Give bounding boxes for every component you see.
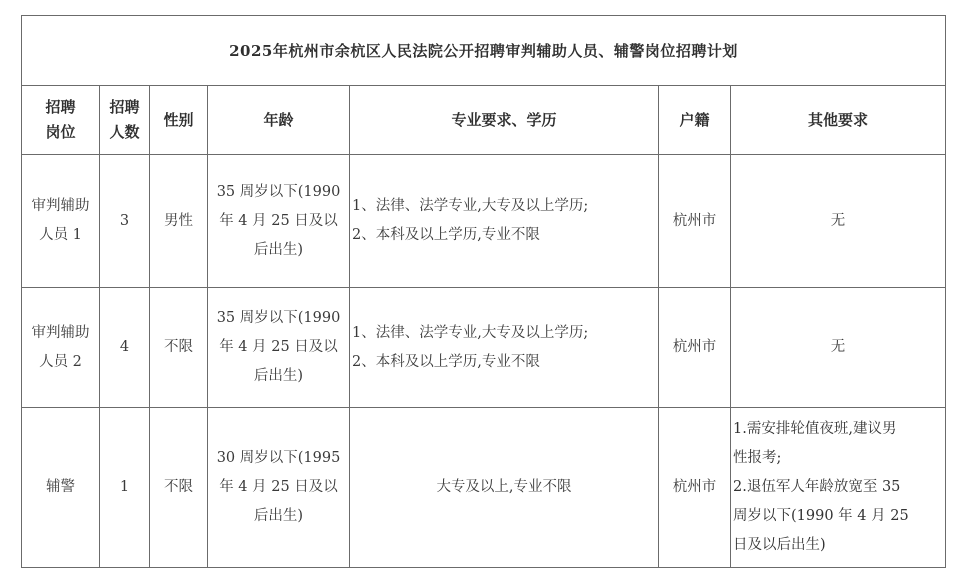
header-count — [100, 86, 150, 155]
recruitment-plan — [21, 15, 945, 567]
header-other: 其他要求 — [731, 86, 946, 155]
cell-other — [731, 155, 946, 288]
recruitment-table — [21, 15, 946, 568]
cell-line: 日及以后出生) — [733, 537, 826, 553]
cell-line: 无 — [830, 212, 846, 229]
cell-count: 3 — [100, 155, 150, 288]
cell-line: 人员 2 — [39, 353, 82, 370]
cell-major — [350, 288, 659, 408]
cell-other — [731, 288, 946, 408]
header-age: 年龄 — [208, 86, 350, 155]
cell-line: 1.需安排轮值夜班,建议男 — [733, 421, 897, 437]
header-position — [22, 86, 100, 155]
cell-line: 性报考; — [733, 450, 782, 466]
cell-line: 周岁以下(1990 年 4 月 25 — [733, 508, 909, 524]
cell-position — [22, 408, 100, 568]
header-major: 专业要求、学历 — [350, 86, 659, 155]
cell-line: 大专及以上,专业不限 — [436, 479, 572, 495]
cell-line: 2、本科及以上学历,专业不限 — [352, 227, 540, 243]
cell-line: 审判辅助 — [31, 324, 90, 341]
cell-line: 30 周岁以下(1995 — [216, 450, 341, 466]
cell-age — [208, 288, 350, 408]
table-row — [22, 288, 946, 408]
cell-line: 人员 1 — [39, 227, 82, 243]
header-hukou: 户籍 — [659, 86, 731, 155]
cell-count: 1 — [100, 408, 150, 568]
cell-count: 4 — [100, 288, 150, 408]
cell-other — [731, 408, 946, 568]
cell-hukou: 杭州市 — [659, 155, 731, 288]
cell-line: 35 周岁以下(1990 — [216, 310, 341, 326]
table-row — [22, 155, 946, 288]
cell-line: 2.退伍军人年龄放宽至 35 — [733, 479, 901, 495]
cell-line: 年 4 月 25 日及以 — [219, 339, 338, 355]
cell-line: 后出生) — [253, 241, 304, 258]
cell-hukou: 杭州市 — [659, 288, 731, 408]
cell-line: 2、本科及以上学历,专业不限 — [352, 353, 540, 370]
cell-hukou: 杭州市 — [659, 408, 731, 568]
table-title: 2025年杭州市余杭区人民法院公开招聘审判辅助人员、辅警岗位招聘计划 — [22, 16, 946, 86]
cell-line: 1、法律、法学专业,大专及以上学历; — [352, 324, 589, 341]
cell-line: 年 4 月 25 日及以 — [219, 479, 338, 495]
header-count-line: 人数 — [109, 123, 140, 141]
header-gender: 性别 — [150, 86, 208, 155]
cell-gender: 男性 — [150, 155, 208, 288]
cell-line: 无 — [830, 339, 846, 355]
header-position-line: 岗位 — [45, 123, 76, 141]
cell-line: 1、法律、法学专业,大专及以上学历; — [352, 198, 589, 214]
cell-age — [208, 408, 350, 568]
header-position-line: 招聘 — [45, 98, 76, 116]
cell-major — [350, 155, 659, 288]
cell-position — [22, 288, 100, 408]
header-count-line: 招聘 — [109, 98, 140, 116]
cell-line: 辅警 — [46, 479, 75, 495]
header-row — [22, 86, 946, 155]
cell-gender: 不限 — [150, 408, 208, 568]
cell-line: 后出生) — [253, 368, 304, 384]
cell-age — [208, 155, 350, 288]
cell-line: 35 周岁以下(1990 — [216, 183, 341, 200]
table-row — [22, 408, 946, 568]
cell-line: 后出生) — [253, 508, 304, 524]
cell-line: 年 4 月 25 日及以 — [219, 212, 338, 229]
cell-line: 审判辅助 — [31, 198, 90, 214]
cell-position — [22, 155, 100, 288]
cell-gender: 不限 — [150, 288, 208, 408]
cell-major — [350, 408, 659, 568]
